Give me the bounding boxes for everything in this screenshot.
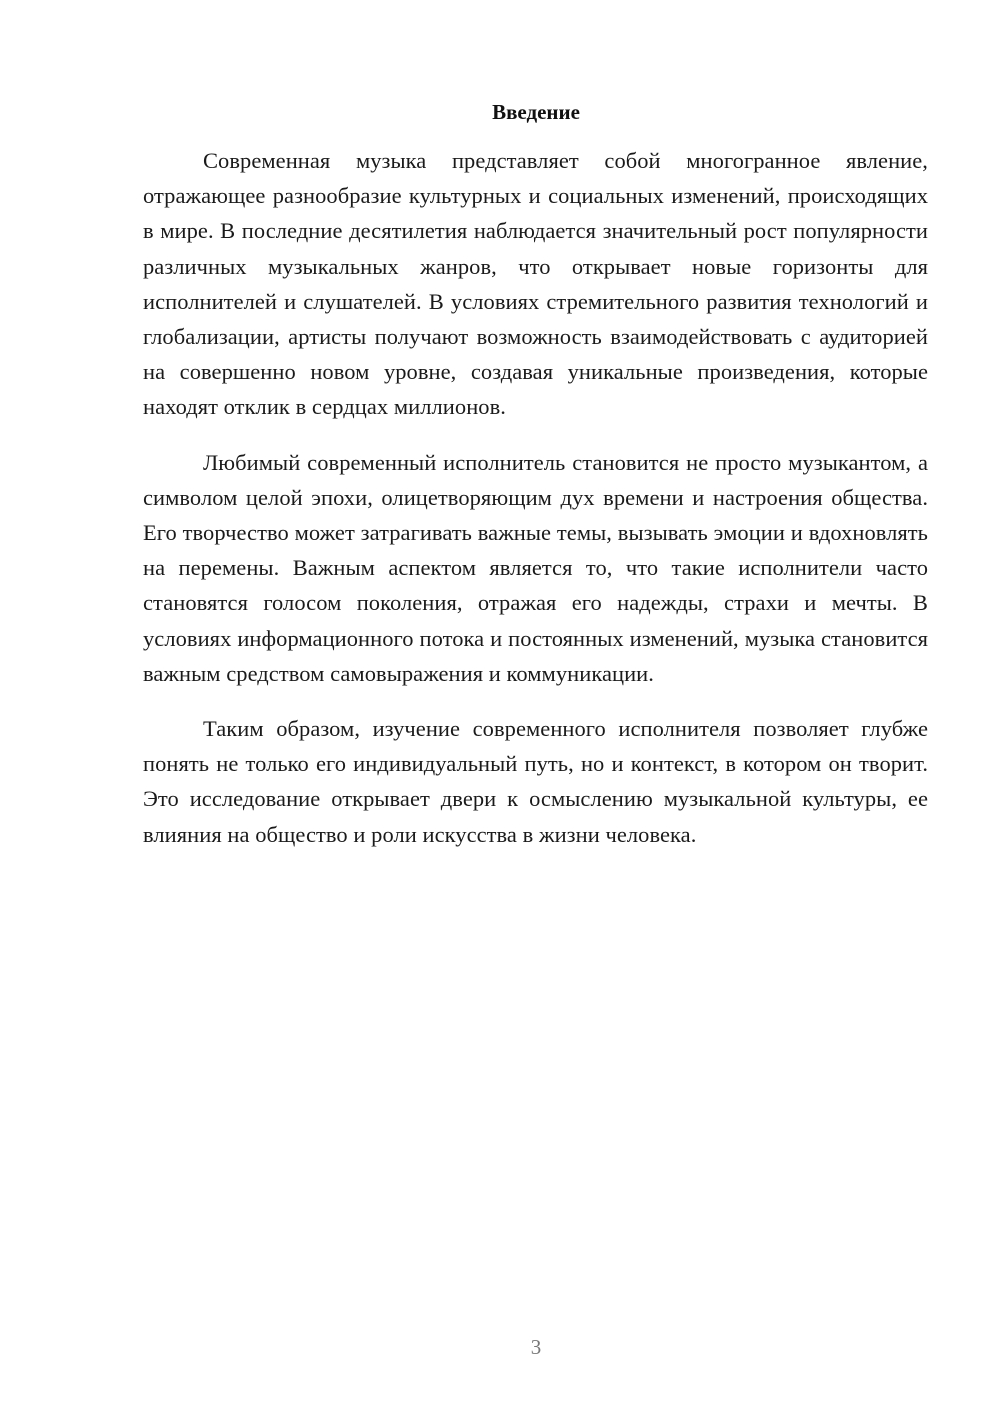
- body-text: [143, 143, 928, 852]
- paragraph-3: Таким образом, изучение современного исполнителя позволяет глубже понять не только его индивидуальный путь, но и контекст, в котором он творит. Это исследование открывает двери к осмыслению музыкальной культуры, ее влияния на общество и роли искусства в жизни человека.: [143, 716, 928, 847]
- page-number: 3: [530, 1335, 542, 1359]
- section-heading: Введение: [492, 100, 580, 124]
- paragraph-2: Любимый современный исполнитель становится не просто музыкантом, а символом целой эпохи, олицетворяющим дух времени и настроения общества. Его творчество может затрагивать важные темы, вызывать эмоции и вдохновлять на перемены. Важным аспектом является то, что такие исполнители часто становятся голосом поколения, отражая его надежды, страхи и мечты. В условиях информационного потока и постоянных изменений, музыка становится важным средством самовыражения и коммуникации.: [143, 449, 928, 686]
- paragraph-1: Современная музыка представляет собой многогранное явление, отражающее разнообразие культурных и социальных изменений, происходящих в мире. В последние десятилетия наблюдается значительный рост популярности различных музыкальных жанров, что открывает новые горизонты для исполнителей и слушателей. В условиях стремительного развития технологий и глобализации, артисты получают возможность взаимодействовать с аудиторией на совершенно новом уровне, создавая уникальные произведения, которые находят отклик в сердцах миллионов.: [143, 148, 928, 420]
